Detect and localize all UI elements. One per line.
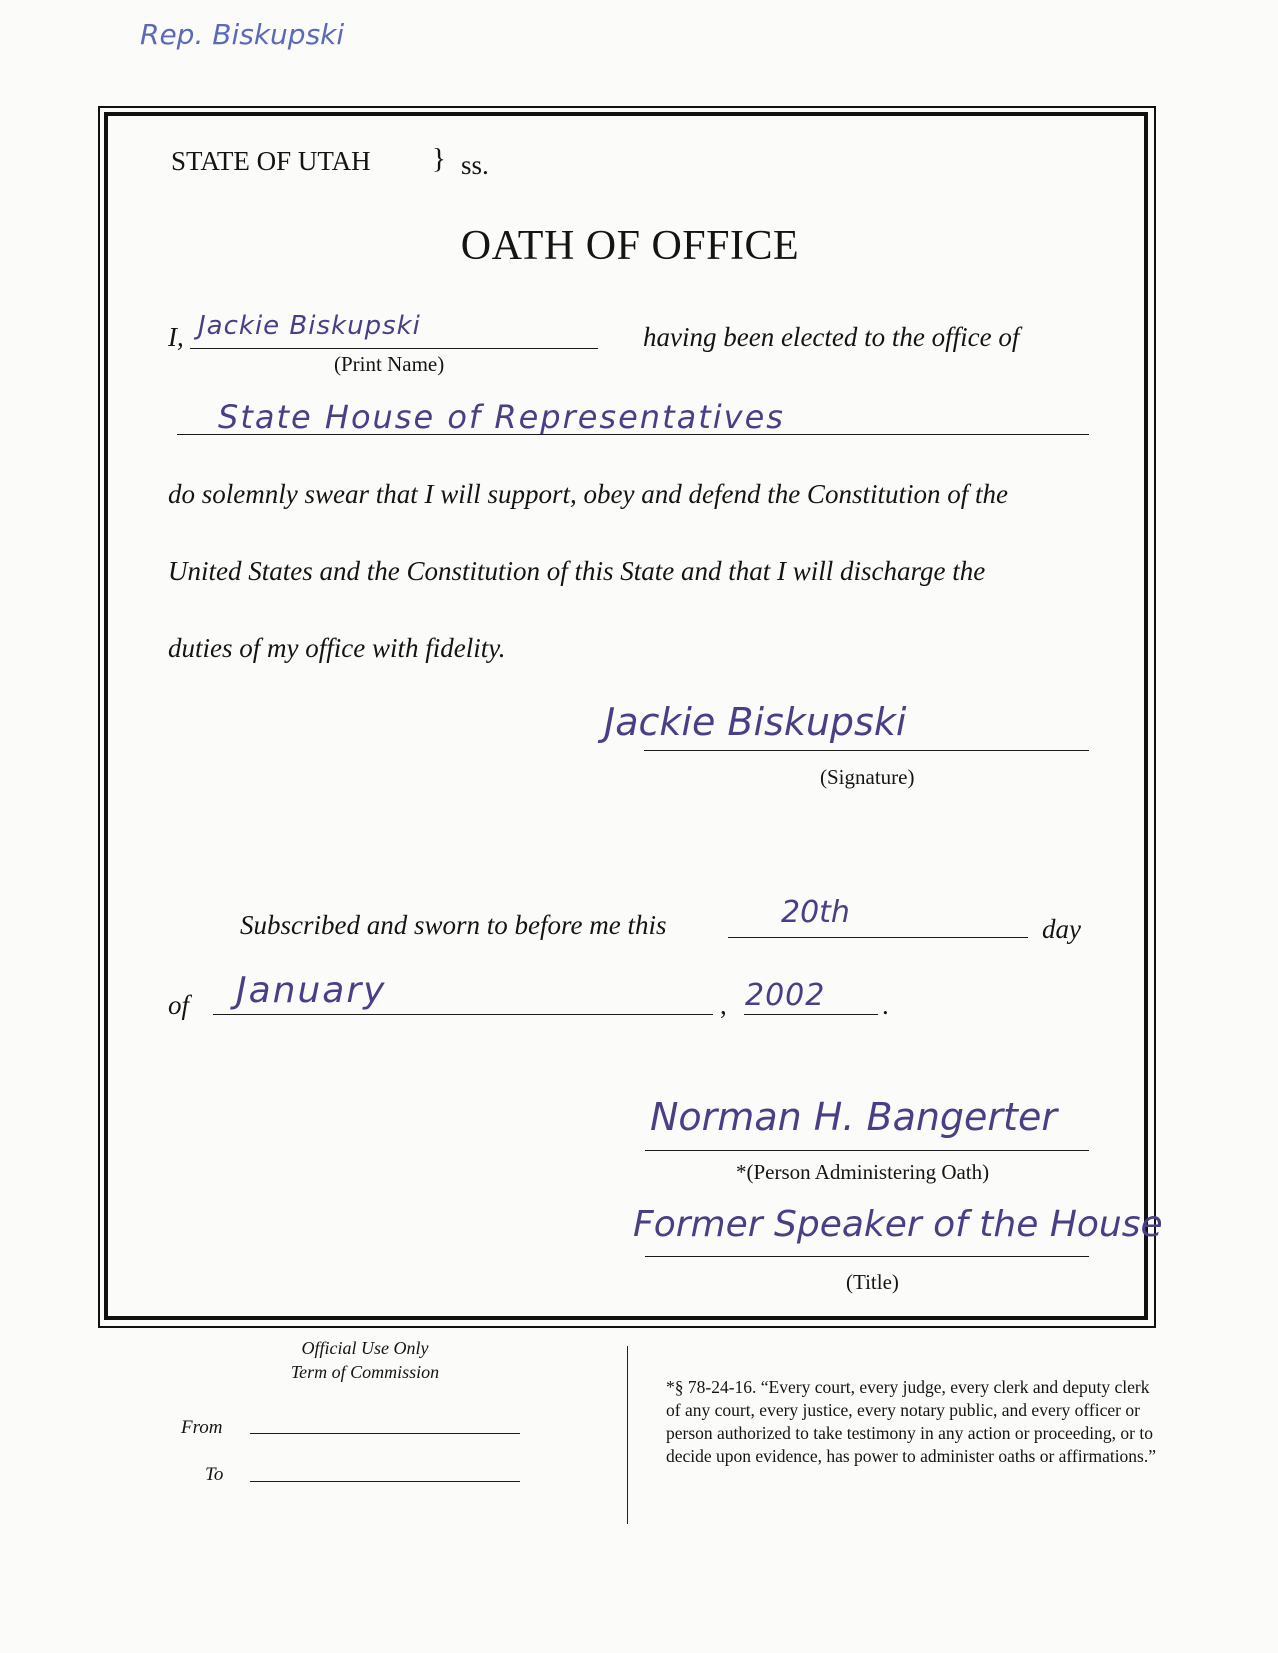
comma-mark: , bbox=[720, 990, 727, 1020]
print-name-value[interactable]: Jackie Biskupski bbox=[198, 311, 421, 341]
print-name-line bbox=[190, 348, 598, 349]
from-label: From bbox=[181, 1417, 223, 1438]
to-line[interactable] bbox=[250, 1481, 520, 1482]
official-use-heading: Official Use Only bbox=[301, 1338, 429, 1358]
title-line bbox=[645, 1256, 1089, 1257]
day-line bbox=[728, 937, 1028, 938]
office-value[interactable]: State House of Representatives bbox=[218, 398, 785, 436]
subscribed-text: Subscribed and sworn to before me this bbox=[240, 910, 667, 940]
ss-mark: ss. bbox=[461, 150, 489, 180]
handwritten-header-note: Rep. Biskupski bbox=[140, 18, 345, 51]
month-value[interactable]: January bbox=[236, 970, 387, 1011]
administrator-signature[interactable]: Norman H. Bangerter bbox=[650, 1095, 1057, 1139]
signature-line bbox=[644, 750, 1089, 751]
period-mark: . bbox=[882, 990, 889, 1020]
brace-mark: } bbox=[432, 143, 446, 175]
state-heading: STATE OF UTAH bbox=[171, 146, 371, 176]
term-of-commission-heading: Term of Commission bbox=[290, 1362, 440, 1382]
day-value[interactable]: 20th bbox=[781, 895, 850, 930]
section-divider bbox=[627, 1346, 628, 1524]
signature-label: (Signature) bbox=[820, 765, 915, 789]
print-name-label: (Print Name) bbox=[334, 352, 445, 376]
month-line bbox=[213, 1014, 713, 1015]
oath-text-line-2: United States and the Constitution of this State and that I will discharge the bbox=[168, 556, 986, 586]
statute-footnote: *§ 78-24-16. “Every court, every judge, every clerk and deputy clerk of any court, every justice, every notary public, and every officer or person authorized to take testimony in any action or proceeding, or to decide upon evidence, has power to administer oaths or affirmations.” bbox=[666, 1377, 1157, 1466]
from-line[interactable] bbox=[250, 1433, 520, 1434]
administrator-label: *(Person Administering Oath) bbox=[736, 1160, 990, 1184]
oath-text-line-1: do solemnly swear that I will support, obey and defend the Constitution of the bbox=[168, 479, 1008, 509]
title-label: (Title) bbox=[846, 1270, 899, 1294]
year-line bbox=[744, 1014, 878, 1015]
administrator-line bbox=[645, 1150, 1089, 1151]
day-word: day bbox=[1042, 914, 1081, 944]
title-value[interactable]: Former Speaker of the House bbox=[633, 1204, 1163, 1245]
year-value[interactable]: 2002 bbox=[745, 978, 826, 1013]
signature-value[interactable]: Jackie Biskupski bbox=[604, 700, 907, 744]
to-label: To bbox=[205, 1464, 224, 1485]
name-prefix: I, bbox=[168, 322, 184, 352]
oath-text-line-3: duties of my office with fidelity. bbox=[168, 633, 506, 663]
elected-text: having been elected to the office of bbox=[643, 322, 1020, 352]
office-line bbox=[177, 434, 1089, 435]
of-word: of bbox=[168, 990, 190, 1020]
page-title: OATH OF OFFICE bbox=[460, 223, 800, 269]
